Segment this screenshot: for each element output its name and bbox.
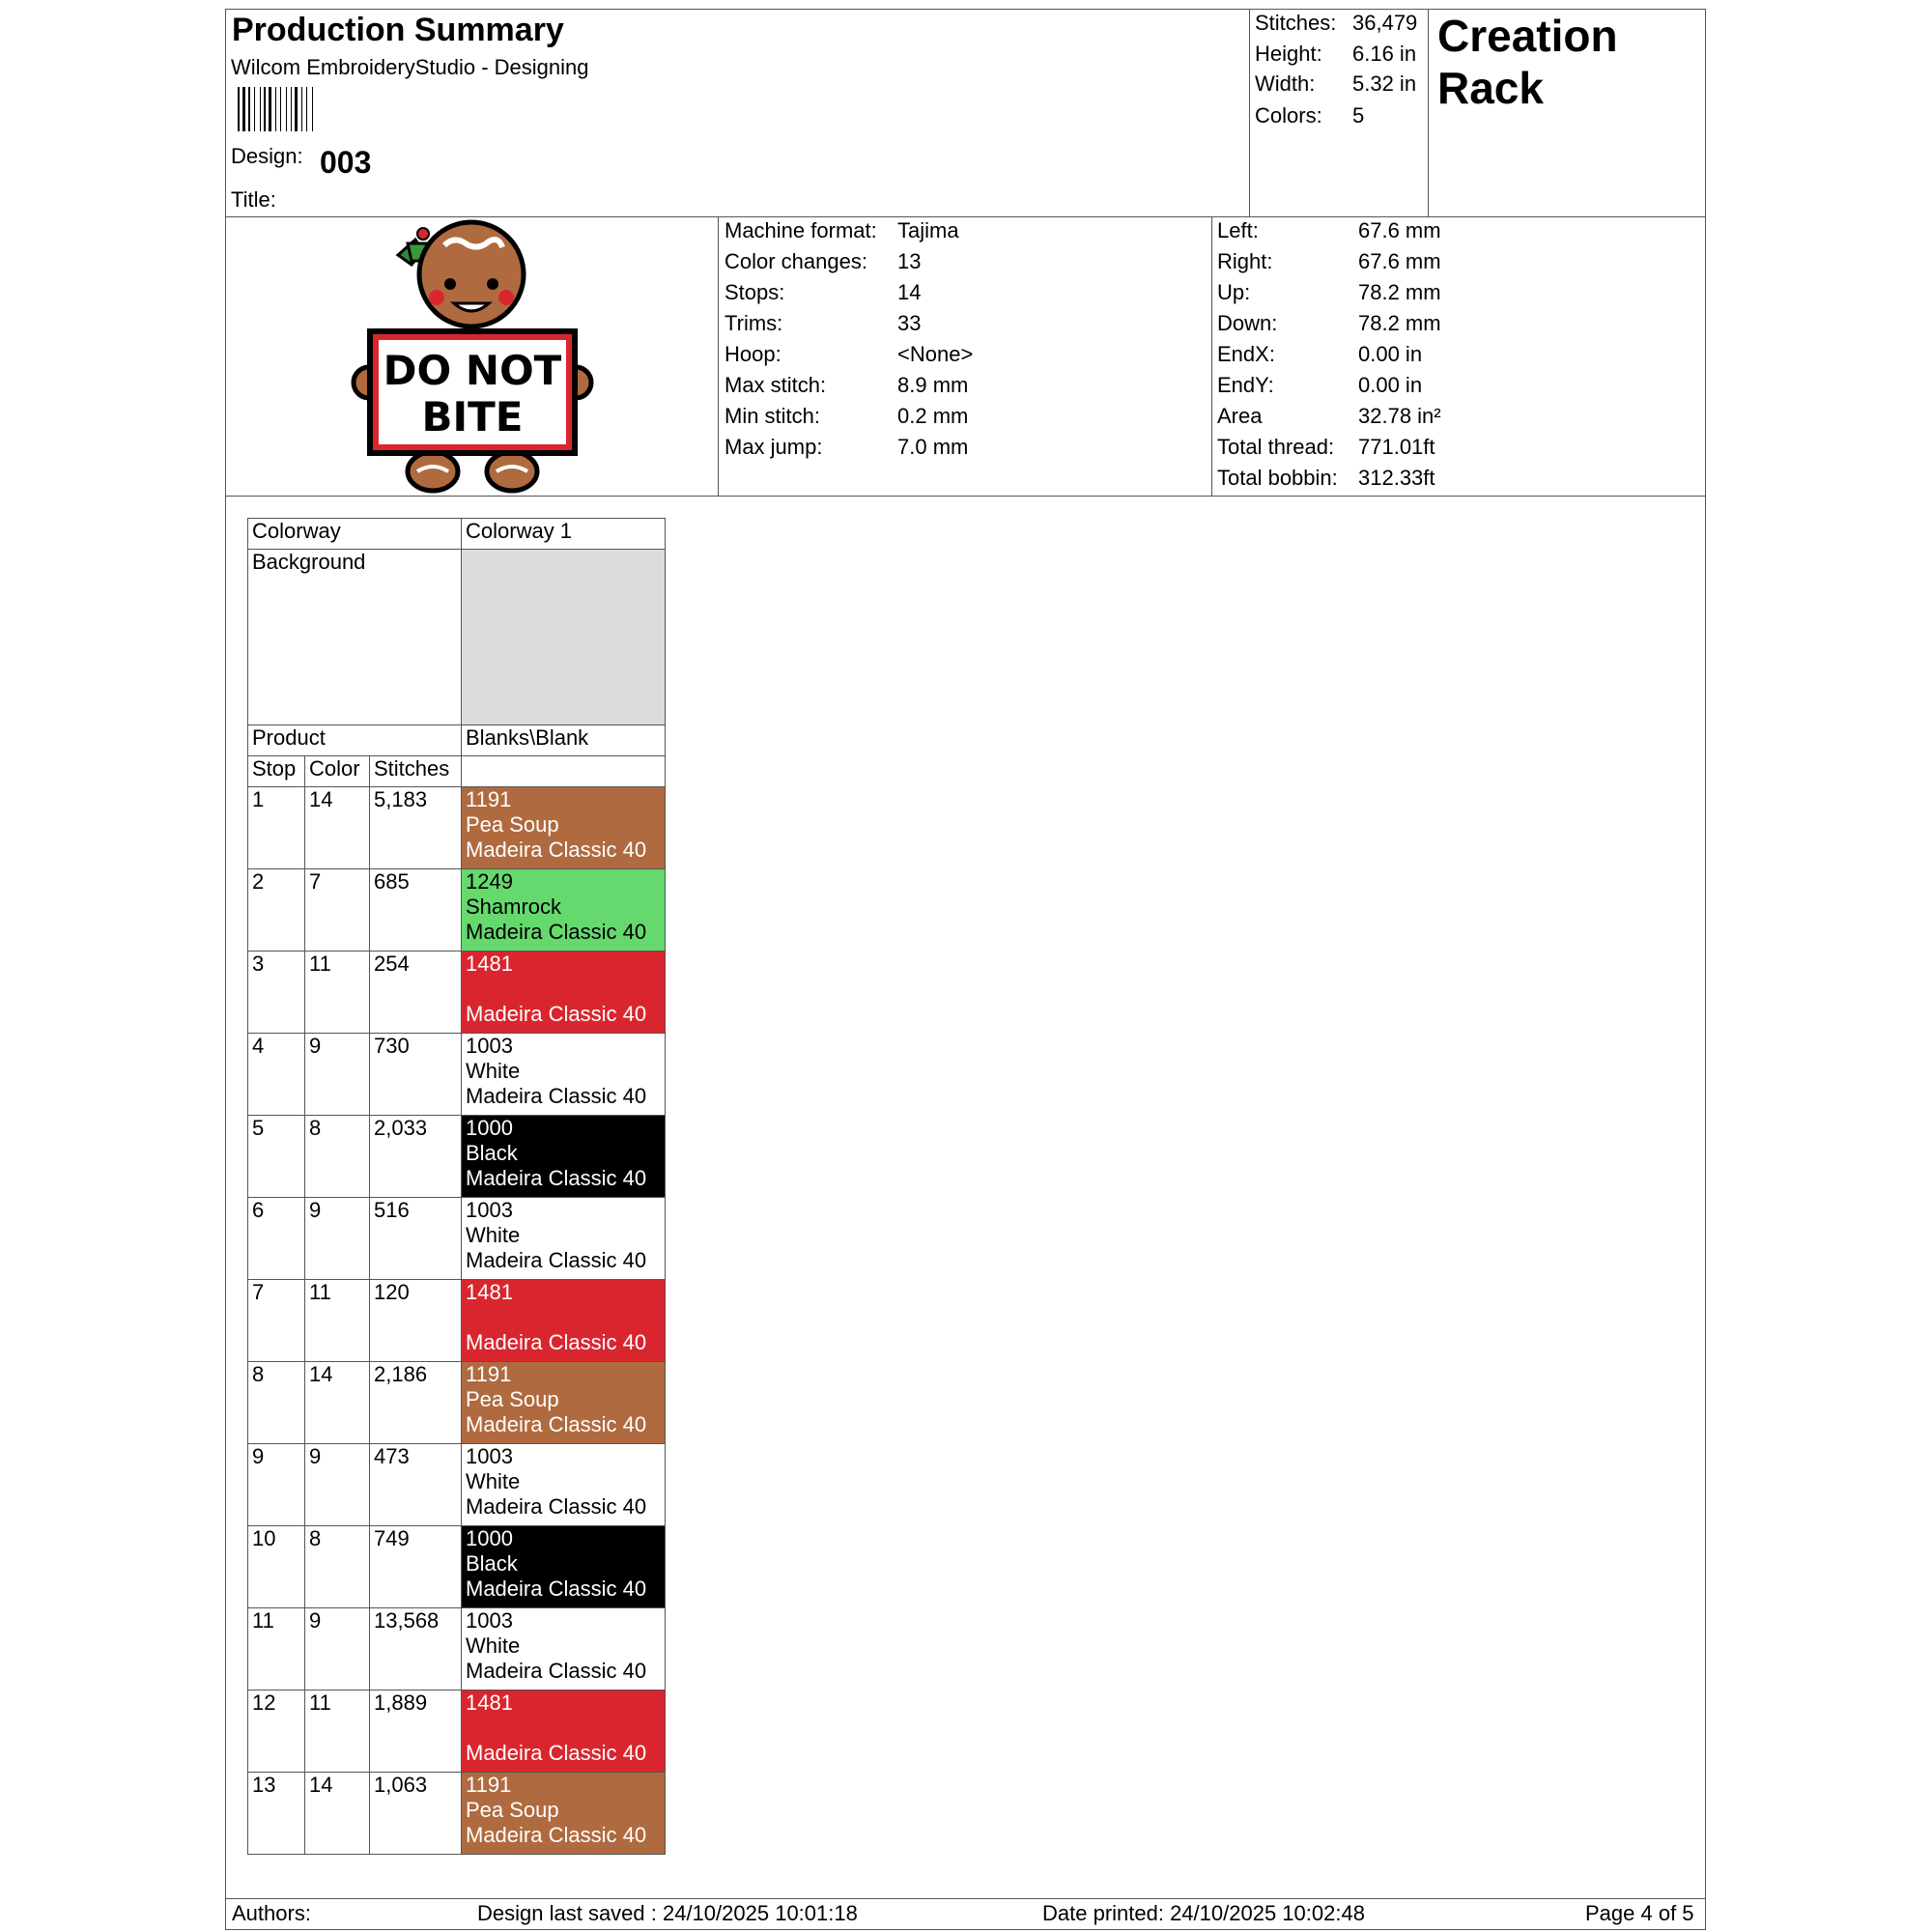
thread-name: Black	[466, 1551, 518, 1576]
thread-brand: Madeira Classic 40	[466, 1823, 647, 1847]
brand-line-2: Rack	[1437, 63, 1544, 113]
height-value: 6.16 in	[1352, 42, 1417, 66]
brand-line-1: Creation	[1437, 11, 1618, 61]
thread-brand: Madeira Classic 40	[466, 1084, 647, 1108]
extent-field-label: EndY:	[1217, 373, 1274, 397]
table-row	[248, 787, 666, 869]
extent-field-value: 771.01ft	[1358, 435, 1435, 459]
footer-page-number: Page 4 of 5	[1585, 1901, 1694, 1925]
stitches-cell: 1,063	[370, 1773, 462, 1855]
thread-brand: Madeira Classic 40	[466, 1166, 647, 1190]
machine-field-value: 13	[897, 249, 922, 273]
stitches-label: Stitches:	[1255, 11, 1337, 35]
thread-swatch	[462, 1526, 666, 1608]
colors-value: 5	[1352, 103, 1365, 128]
footer-authors: Authors:	[232, 1901, 311, 1925]
stop-cell: 13	[248, 1773, 305, 1855]
barcode-bar	[286, 87, 287, 131]
machine-field-value: Tajima	[897, 218, 959, 242]
stitches-cell: 2,033	[370, 1116, 462, 1198]
thread-swatch	[462, 1116, 666, 1198]
extent-field-label: Right:	[1217, 249, 1273, 273]
product-label: Product	[248, 725, 462, 756]
machine-field-label: Hoop:	[724, 342, 781, 366]
thread-name: White	[466, 1469, 521, 1493]
extent-field-label: Down:	[1217, 311, 1278, 335]
thread-name: White	[466, 1059, 521, 1083]
stitches-value: 36,479	[1352, 11, 1418, 35]
thread-code: 1191	[466, 1773, 512, 1797]
stop-cell: 12	[248, 1690, 305, 1773]
extent-field-value: 78.2 mm	[1358, 311, 1441, 335]
thread-brand: Madeira Classic 40	[466, 838, 647, 862]
extent-field-label: Left:	[1217, 218, 1259, 242]
page-title: Production Summary	[232, 12, 564, 48]
thread-code: 1003	[466, 1444, 513, 1468]
stitches-cell: 516	[370, 1198, 462, 1280]
preview-divider	[718, 216, 719, 496]
barcode-bar	[264, 87, 266, 131]
thread-code: 1003	[466, 1034, 513, 1058]
thread-code: 1481	[466, 1280, 513, 1304]
machine-divider	[1211, 216, 1212, 496]
machine-field-value: 0.2 mm	[897, 404, 969, 428]
thread-swatch	[462, 869, 666, 952]
barcode-bar	[312, 87, 313, 131]
extent-field-value: 0.00 in	[1358, 342, 1423, 366]
stitches-cell: 120	[370, 1280, 462, 1362]
background-label: Background	[248, 550, 462, 725]
stitches-cell: 2,186	[370, 1362, 462, 1444]
thread-brand: Madeira Classic 40	[466, 1412, 647, 1436]
thread-name: Pea Soup	[466, 812, 559, 837]
thread-brand: Madeira Classic 40	[466, 1248, 647, 1272]
thread-name	[466, 1716, 661, 1741]
thread-swatch	[462, 1362, 666, 1444]
table-row	[248, 1362, 666, 1444]
thread-swatch	[462, 1280, 666, 1362]
color-cell: 9	[305, 1444, 370, 1526]
thread-swatch	[462, 1034, 666, 1116]
col-stitches-header: Stitches	[370, 756, 462, 787]
thread-brand: Madeira Classic 40	[466, 920, 647, 944]
color-cell: 11	[305, 1280, 370, 1362]
table-row	[248, 1444, 666, 1526]
background-swatch	[462, 550, 666, 725]
app-subtitle: Wilcom EmbroideryStudio - Designing	[231, 55, 589, 79]
design-preview	[348, 218, 599, 497]
machine-field-value: 33	[897, 311, 922, 335]
width-label: Width:	[1255, 71, 1316, 96]
sign-text-line-1: DO NOT	[383, 347, 562, 394]
stitches-cell: 730	[370, 1034, 462, 1116]
colorway-label: Colorway	[248, 519, 462, 550]
extent-field-label: EndX:	[1217, 342, 1275, 366]
extent-field-label: Up:	[1217, 280, 1251, 304]
colors-label: Colors:	[1255, 103, 1322, 128]
col-thread-header	[462, 756, 666, 787]
barcode-bar	[275, 87, 276, 131]
color-cell: 9	[305, 1198, 370, 1280]
color-cell: 7	[305, 869, 370, 952]
table-row	[248, 869, 666, 952]
thread-swatch	[462, 1690, 666, 1773]
thread-name: Shamrock	[466, 895, 562, 919]
thread-swatch	[462, 952, 666, 1034]
extent-field-value: 0.00 in	[1358, 373, 1423, 397]
extent-field-value: 312.33ft	[1358, 466, 1435, 490]
thread-brand: Madeira Classic 40	[466, 1741, 647, 1765]
barcode-bar	[301, 87, 302, 131]
extent-field-label: Total thread:	[1217, 435, 1335, 459]
thread-name: White	[466, 1223, 521, 1247]
footer-date-printed: Date printed: 24/10/2025 10:02:48	[1042, 1901, 1365, 1925]
extent-field-value: 67.6 mm	[1358, 249, 1441, 273]
thread-code: 1249	[466, 869, 513, 894]
thread-name: Pea Soup	[466, 1798, 559, 1822]
machine-field-label: Max jump:	[724, 435, 823, 459]
barcode-icon	[238, 87, 355, 131]
width-value: 5.32 in	[1352, 71, 1417, 96]
thread-brand: Madeira Classic 40	[466, 1659, 647, 1683]
table-row	[248, 1034, 666, 1116]
stitches-cell: 13,568	[370, 1608, 462, 1690]
stop-cell: 9	[248, 1444, 305, 1526]
design-label: Design:	[231, 144, 303, 168]
extent-field-label: Area	[1217, 404, 1263, 428]
machine-field-value: 14	[897, 280, 922, 304]
stop-cell: 7	[248, 1280, 305, 1362]
stitches-cell: 749	[370, 1526, 462, 1608]
thread-swatch	[462, 1773, 666, 1855]
color-cell: 9	[305, 1608, 370, 1690]
thread-name	[466, 1305, 661, 1330]
stats-left-divider	[1249, 9, 1250, 216]
table-row	[248, 1280, 666, 1362]
thread-brand: Madeira Classic 40	[466, 1002, 647, 1026]
thread-code: 1000	[466, 1526, 513, 1550]
table-row	[248, 1116, 666, 1198]
barcode-bar	[260, 87, 261, 131]
footer-last-saved: Design last saved : 24/10/2025 10:01:18	[477, 1901, 858, 1925]
sign-text-line-2: BITE	[421, 393, 524, 440]
barcode-bar	[254, 87, 255, 131]
thread-code: 1481	[466, 1690, 513, 1715]
thread-code: 1000	[466, 1116, 513, 1140]
colorway-table	[247, 518, 666, 1855]
barcode-bar	[291, 87, 292, 131]
extent-field-label: Total bobbin:	[1217, 466, 1338, 490]
thread-name	[466, 977, 661, 1002]
machine-field-label: Max stitch:	[724, 373, 827, 397]
col-stop-header: Stop	[248, 756, 305, 787]
barcode-bar	[306, 87, 307, 131]
barcode-bar	[280, 87, 281, 131]
thread-brand: Madeira Classic 40	[466, 1494, 647, 1519]
table-row	[248, 1608, 666, 1690]
colorway-value: Colorway 1	[462, 519, 666, 550]
thread-brand: Madeira Classic 40	[466, 1577, 647, 1601]
color-cell: 8	[305, 1526, 370, 1608]
thread-swatch	[462, 1444, 666, 1526]
stitches-cell: 473	[370, 1444, 462, 1526]
stop-cell: 3	[248, 952, 305, 1034]
stop-cell: 2	[248, 869, 305, 952]
thread-code: 1191	[466, 787, 512, 811]
extent-field-value: 78.2 mm	[1358, 280, 1441, 304]
extent-field-value: 67.6 mm	[1358, 218, 1441, 242]
thread-swatch	[462, 1198, 666, 1280]
stop-cell: 4	[248, 1034, 305, 1116]
barcode-bar	[238, 87, 240, 131]
thread-code: 1003	[466, 1198, 513, 1222]
thread-swatch	[462, 1608, 666, 1690]
color-cell: 14	[305, 787, 370, 869]
table-row	[248, 1526, 666, 1608]
machine-field-label: Min stitch:	[724, 404, 821, 428]
machine-field-label: Color changes:	[724, 249, 867, 273]
stitches-cell: 685	[370, 869, 462, 952]
color-cell: 14	[305, 1773, 370, 1855]
stop-cell: 6	[248, 1198, 305, 1280]
col-color-header: Color	[305, 756, 370, 787]
machine-field-label: Trims:	[724, 311, 783, 335]
stitches-cell: 5,183	[370, 787, 462, 869]
footer-divider	[225, 1898, 1706, 1899]
thread-name: White	[466, 1634, 521, 1658]
product-value: Blanks\Blank	[462, 725, 666, 756]
thread-name: Pea Soup	[466, 1387, 559, 1411]
table-row	[248, 1690, 666, 1773]
stop-cell: 8	[248, 1362, 305, 1444]
thread-code: 1003	[466, 1608, 513, 1633]
machine-field-label: Stops:	[724, 280, 785, 304]
table-row	[248, 952, 666, 1034]
machine-field-value: 8.9 mm	[897, 373, 969, 397]
barcode-bar	[248, 87, 250, 131]
title-label: Title:	[231, 187, 276, 212]
stop-cell: 1	[248, 787, 305, 869]
machine-field-value: <None>	[897, 342, 974, 366]
stop-cell: 10	[248, 1526, 305, 1608]
design-number: 003	[320, 145, 372, 180]
height-label: Height:	[1255, 42, 1322, 66]
thread-name: Black	[466, 1141, 518, 1165]
barcode-bar	[295, 87, 298, 131]
table-row	[248, 1198, 666, 1280]
stitches-cell: 1,889	[370, 1690, 462, 1773]
stop-cell: 11	[248, 1608, 305, 1690]
table-row	[248, 1773, 666, 1855]
color-cell: 8	[305, 1116, 370, 1198]
thread-brand: Madeira Classic 40	[466, 1330, 647, 1354]
barcode-bar	[269, 87, 271, 131]
color-cell: 11	[305, 1690, 370, 1773]
machine-field-label: Machine format:	[724, 218, 877, 242]
thread-swatch	[462, 787, 666, 869]
stitches-cell: 254	[370, 952, 462, 1034]
stop-cell: 5	[248, 1116, 305, 1198]
machine-field-value: 7.0 mm	[897, 435, 969, 459]
header-divider	[225, 216, 1706, 217]
color-cell: 9	[305, 1034, 370, 1116]
thread-code: 1191	[466, 1362, 512, 1386]
color-cell: 11	[305, 952, 370, 1034]
stats-right-divider	[1428, 9, 1429, 216]
thread-code: 1481	[466, 952, 513, 976]
color-cell: 14	[305, 1362, 370, 1444]
extent-field-value: 32.78 in²	[1358, 404, 1441, 428]
barcode-bar	[242, 87, 245, 131]
